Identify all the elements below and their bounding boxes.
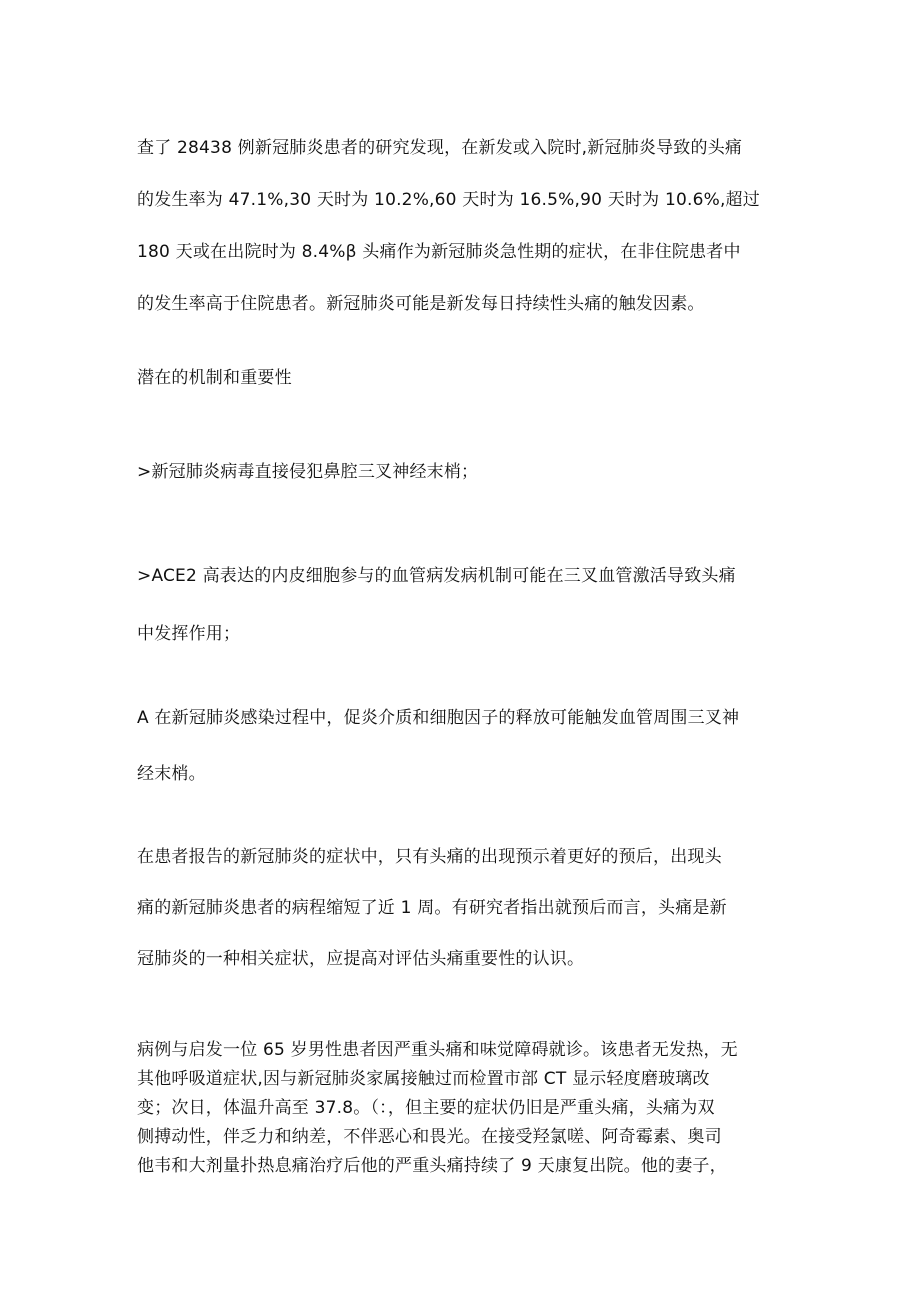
text-line: 病例与启发一位 65 岁男性患者因严重头痛和味觉障碍就诊。该患者无发热，无	[137, 1040, 738, 1060]
text-line: 他韦和大剂量扑热息痛治疗后他的严重头痛持续了 9 天康复出院。他的妻子，	[137, 1156, 727, 1176]
bullet-direct-invasion	[137, 457, 787, 487]
text-line: 痛的新冠肺炎患者的病程缩短了近 1 周。有研究者指出就预后而言，头痛是新	[137, 898, 727, 918]
paragraph-headache-incidence	[137, 122, 787, 330]
heading-text: 潜在的机制和重要性	[137, 368, 292, 388]
text-line: 冠肺炎的一种相关症状，应提高对评估头痛重要性的认识。	[137, 949, 585, 969]
text-line: 其他呼吸道症状,因与新冠肺炎家属接触过而检置市部 CT 显示轻度磨玻璃改	[137, 1069, 710, 1089]
text-line: 查了 28438 例新冠肺炎患者的研究发现，在新发或入院时,新冠肺炎导致的头痛	[137, 138, 743, 158]
text-line: 在患者报告的新冠肺炎的症状中，只有头痛的出现预示着更好的预后，出现头	[137, 847, 722, 867]
text-line: 中发挥作用；	[137, 624, 241, 644]
text-line: >ACE2 高表达的内皮细胞参与的血管病发病机制可能在三叉血管激活导致头痛	[137, 566, 736, 586]
text-line: 侧搏动性，伴乏力和纳差，不伴恶心和畏光。在接受羟氯嗟、阿奇霉素、奥司	[137, 1127, 722, 1147]
text-line: A 在新冠肺炎感染过程中，促炎介质和细胞因子的释放可能触发血管周围三叉神	[137, 708, 740, 728]
text-line: 变；次日，体温升高至 37.8。（：，但主要的症状仍旧是严重头痛，头痛为双	[137, 1098, 715, 1118]
text-line: 的发生率高于住院患者。新冠肺炎可能是新发每日持续性头痛的触发因素。	[137, 294, 705, 314]
text-line: 的发生率为 47.1%,30 天时为 10.2%,60 天时为 16.5%,90 天时为 10.6%,超过	[137, 190, 760, 210]
text-line: 经末梢。	[137, 764, 206, 784]
section-heading-mechanism	[137, 363, 787, 393]
text-line: >新冠肺炎病毒直接侵犯鼻腔三叉神经末梢；	[137, 462, 479, 482]
text-line: 180 天或在出院时为 8.4%β 头痛作为新冠肺炎急性期的症状，在非住院患者中	[137, 242, 741, 262]
bullet-inflammatory-mediators	[137, 690, 787, 802]
paragraph-case-report	[137, 1036, 787, 1181]
bullet-ace2-vascular	[137, 547, 787, 663]
paragraph-prognosis	[137, 832, 787, 985]
